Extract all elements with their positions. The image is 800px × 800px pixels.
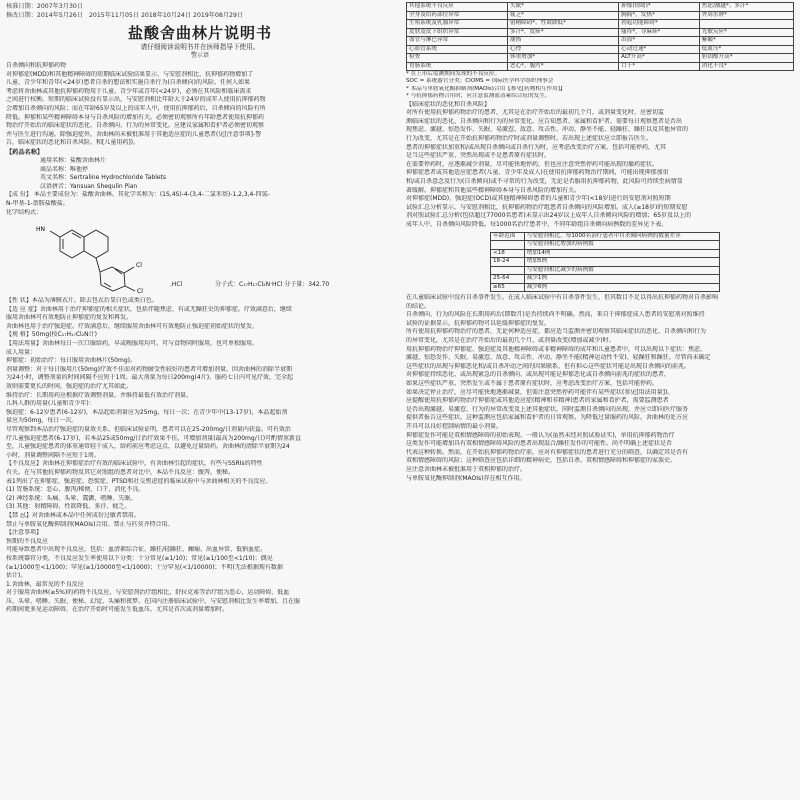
body-line: 如果这些症状严重、突然发生或不属于患者原有症状时，应考虑改变治疗方案，包括可能停药。 (406, 379, 659, 387)
hcl-label: .HCl (170, 281, 183, 289)
frequency-cell: 恶心*，腹泻* (507, 62, 618, 71)
chemical-structure-drawing (0, 217, 400, 297)
table-row (407, 20, 794, 29)
body-line: 应提醒使用抗抑郁药物治疗抑郁症或其他适应症(精神和非精神)患者的家属和看护者，需要监测患者 (406, 397, 669, 405)
soc-cell: 皮肤及皮下组织异常 (407, 28, 508, 37)
body-line: 【不良反应】舍曲林在抑郁症治疗有效的临床试验中，有舍曲林引起的症状，有些与SSRIs的特性 (6, 460, 263, 468)
body-line: 提供者报告这些症状。这种监测应包括家属和看护者的日常观察。为降低过量服药的风险，舍曲林的处方应 (406, 414, 689, 422)
frequency-cell: 心悸 (507, 45, 618, 54)
frequency-cell: 紫癜* (699, 37, 793, 46)
body-line: 的异常变化，尤其是在治疗开始后的最初几个月，或剂量改变(增加或减少)时。 (406, 337, 615, 344)
frequency-cell: 勃起功能障碍* (619, 20, 700, 29)
body-line: 量应为50mg，每日一次。 (6, 417, 78, 425)
body-line: 服用舍曲林可有效地防止抑郁症的复发和再发。 (6, 314, 133, 322)
subtitle: 请仔细阅读说明书并在医师指导下使用。 (140, 43, 260, 51)
age-cell: 增加14例 (524, 249, 719, 258)
table-row (407, 37, 794, 46)
frequency-cell: 胸痛*，发热* (619, 11, 700, 20)
table-row (407, 62, 794, 71)
body-line: 禁止与单胺氧化酶抑制剂(MAOIs)合用。禁止与匹莫齐特合用。 (6, 520, 174, 528)
body-line: 强迫症：6-12岁患者(6-12岁)，本品起始剂量应为25mg，每日一次；在青少年中(13-17岁)，本品起始剂 (6, 408, 288, 416)
frequency-cell: 疲乏* (507, 11, 618, 20)
body-line: 剂量调整：对于每日服用片(50mg)疗效不佳而对药物耐受性较好的患者可增加剂量，因舍曲林的消除半衰期 (6, 365, 292, 373)
body-line: 抑郁症：初始治疗：每日服用舍曲林片(50mg)。 (6, 357, 136, 365)
frequency-cell: 口干* (619, 62, 700, 71)
frequency-cell: 出血* (619, 37, 700, 46)
warning-para: 降低。抑郁和某些精神障碍本身与自杀风险的增加有关。必须密切观察所有年龄患者使用抗抑郁药 (6, 113, 265, 121)
body-line: 维持治疗：长期用药应根据疗效调整剂量，并维持最低有效治疗剂量。 (6, 391, 193, 399)
body-line: 对抑郁症(MDD)、强迫症(OCD)或其他精神障碍患者的儿童和青少年(<18岁)进行的安慰剂对照短期 (406, 195, 671, 203)
ingredients-line-2: N-甲基-1-萘胺盐酸盐。 (6, 199, 69, 207)
body-line: 对所有使用抗抑郁药物治疗的患者，尤其是在治疗开始后的最初几个月，或剂量变化时，应密切监 (406, 109, 665, 117)
body-line: 表1列出了在抑郁症、强迫症、恐慌症、PTSD和社交焦虑症的临床试验中与舍曲林相关的不良反应。 (6, 477, 272, 485)
body-line: 估计)。 (6, 572, 27, 580)
chemical-structure (0, 217, 400, 297)
body-line: 【用法用量】舍曲林每日一次口服给药，早或晚服用均可。可与食物同时服用，也可单独服用。 (6, 340, 259, 348)
left-body (0, 297, 400, 615)
age-subheader: 与安慰剂相比增加的病例数 (524, 241, 719, 250)
age-cell: 18-24 (491, 258, 525, 267)
body-line: 药期间更多见运动障碍，在治疗开始时可能发生低血压，尤其是首次或剂量增加时。 (6, 606, 229, 614)
drug-name-line: 通用名称：盐酸舍曲林片 (40, 156, 107, 164)
table-row (407, 11, 794, 20)
table-row (407, 54, 794, 63)
table-note: SOC = 系统器官分类；CIOMS = 国际医学科学组织理事会 (406, 78, 554, 85)
age-cell: 增加5例 (524, 258, 719, 267)
table-note: * 在上市后监测期间发现的不良反应。 (406, 71, 501, 77)
age-header-range: 年龄范围 (491, 232, 525, 241)
body-line: 测临床症状的恶化、自杀倾向和行为的异常变化。应告知患者、家属和看护者，需要每日观察患者是否出 (406, 117, 683, 125)
frequency-cell: 瘙痒*，荨麻疹* (619, 28, 700, 37)
warning-para: 并与医生进行沟通。除强迫症外，舍曲林尚未被批准用于其他适应症的儿童患者(见[注意事项]-警 (6, 130, 262, 138)
ingredients-line (0, 191, 400, 200)
body-line: 可能导致患者中出现不良反应，包括：血清素综合征、躁狂/轻躁狂、癫痫、出血异常、低钠血症。 (6, 546, 267, 554)
age-cell: 减少1例 (524, 275, 719, 284)
age-cell: 25-64 (491, 275, 525, 284)
frequency-cell: 潮热 (507, 37, 618, 46)
body-line: 与单胺氧化酶抑制剂(MAOIs)存在相互作用。 (406, 474, 526, 482)
body-line: 【适 应 症】舍曲林用于治疗抑郁症的相关症状，包括伴随焦虑、有或无躁狂史的抑郁症。疗效满意后，继续 (6, 305, 292, 313)
age-cell: 减少6例 (524, 283, 719, 292)
soc-cell: 检查 (407, 54, 508, 63)
ingredients-label: 【成 份】 (6, 191, 32, 199)
revision-date-line (6, 11, 394, 20)
frequency-cell: 外周水肿* (699, 11, 793, 20)
body-line: 的结论。 (406, 302, 431, 310)
warning-para: 儿童、青少年和青年(<24岁)患者自杀的想法和实施自杀行为(自杀倾向)的风险。任何人如果 (6, 79, 251, 87)
table-row (407, 3, 794, 12)
warning-para: 物治疗开始后的临床症状的恶化、自杀倾向、行为的异常变化。应建议家属和看护者必须密切观察 (6, 122, 265, 130)
right-body-2 (400, 294, 800, 483)
body-line: 有关。在与其他抗抑郁药物及其它对照组的患者对比中，本品不良反应：腹泻，便秘。 (6, 468, 235, 476)
body-line: 按系统器官分类，不良反应发生率使用以下分类：十分常见(≥1/10)；常见(≥1/100至<1/10)；偶见 (6, 554, 273, 562)
ingredients-text: 本品主要成份为：盐酸舍曲林。其化学名称为：(1S,4S)-4-(3,4-二氯苯基)-1,2,3,4-四氢- (33, 191, 270, 199)
table-note: * 与抗抑郁药物合用时，应注意监测血清素综合征的发生。 (406, 93, 551, 100)
table-row (407, 28, 794, 37)
body-line: 在儿童临床试验中没有自杀事件发生。在成人临床试验中有自杀事件发生，但其数目不足以得出抗抑郁药物对自杀影响 (406, 294, 719, 302)
body-line: 试验的证据显示，抗抑郁药物可以延缓抑郁症的复发。 (406, 319, 551, 327)
frequency-cell: 抑郁(情绪)* (619, 3, 700, 12)
warning-para: 考虑将舍曲林或其他抗抑郁药物用于儿童、青少年或青年(<24岁)，必须在其风险和临床需求 (6, 87, 252, 95)
body-line: 代表这种转换。然而，在开始抗抑郁药物治疗前，应对有抑郁症状的患者进行充分的筛查，以确定其是否有 (406, 448, 689, 456)
revision-dates-more: 2015年11月05日 2018年10月24日 2019年08月29日 (88, 12, 244, 19)
nh-label: HN (36, 226, 45, 234)
structure-label: 化学结构式： (6, 208, 43, 216)
body-line: 在需要停药时，应逐渐减少剂量，尽可能快地停药，但也应注意突然停药可能出现的撤药症状。 (406, 160, 659, 168)
cl-label: Cl (136, 262, 142, 270)
body-line: 【注意事项】 (6, 529, 43, 537)
body-line: 用抗抑郁药物治疗抑郁症、强迫症及其他精神障碍或非精神障碍的成年和儿童患者中，可以出现以下症状：焦虑、 (406, 345, 707, 353)
body-line: 是否出现激越、易激惹、行为的异常改变及上述其他症状，同时监测自杀倾向的出现，并应立即向医疗服务 (406, 405, 689, 413)
frequency-cell: 焦虑/激越*；多汗* (699, 3, 793, 12)
body-line: (3) 其他：射精障碍、性欲降低、多汗、疲乏。 (6, 503, 131, 511)
body-line: 试验汇总分析显示，与安慰剂相比，抗抑郁药物治疗组患者自杀倾向的风险增加。成人(≥18岁)的短期安慰 (406, 203, 688, 211)
body-line: (1) 胃肠系统：恶心、腹泻/稀便、口干、消化不良。 (6, 486, 145, 494)
warning-box (0, 62, 400, 148)
soc-cell: 胃肠系统 (407, 62, 508, 71)
warning-para: 之间进行权衡。短期的临床试验没有显示出，与安慰剂相比年龄大于24岁的成年人使用抗抑郁药物 (6, 96, 266, 104)
body-line: 对于服用舍曲林(≥5%)的药物不良反应，与安慰剂治疗组相比，舒拉克索等治疗组为恶心、运动障碍、低血 (6, 589, 290, 597)
drug-name-line: 商品名称：唯他停 (40, 165, 89, 173)
age-cell (491, 241, 525, 250)
table-row (407, 45, 794, 54)
body-line: 和/或自杀意念及行为(自杀倾向)或不寻常的行为改变，无论是否服用抗抑郁药物，此风险可持续至病情显 (406, 177, 683, 185)
body-line: 【规 格】50mg(按C₁₇H₁₇Cl₂N计) (6, 331, 97, 339)
body-line: 开具可以良好控制病情的最小剂量。 (406, 422, 503, 430)
soc-cell: 心血管系统 (407, 45, 508, 54)
body-line: 疗儿童强迫症患者(6-17岁)，若本品25或50mg/日治疗效果不佳，可增加剂量(最高为200mg/日)可酌情重新直 (6, 434, 302, 442)
body-line: 为24小时，调整剂量的时间间隔不应短于1周。最大剂量为每日200mg(4片)。服药七日内可见疗效，完全起 (6, 374, 294, 382)
drug-name-heading: 【药品名称】 (6, 148, 44, 156)
body-line: 【性 状】本品为薄膜衣片，除去包衣后显白色或类白色。 (6, 297, 158, 305)
age-header-desc: 与安慰剂相比，每1000名治疗患者中自杀倾向病例的数量差异 (524, 232, 719, 241)
body-line: 儿科人群的用量(儿童和青少年)： (6, 400, 95, 408)
body-line: 【禁 忌】对舍曲林或本品中任何成份过敏者禁用。 (6, 511, 140, 519)
body-line: 剂对照试验汇总分析(包括超过77000名患者)未显示出24岁以上成年人自杀倾向风险的增加；65岁及以上的 (406, 212, 692, 220)
body-line: (≥1/1000至<1/100)；罕见(≥1/10000至<1/1000)；十分罕见(<1/10000)；不明(无法根据现有数据 (6, 563, 283, 571)
table-note: * 本品与单胺氧化酶抑制剂(MAOIs)合用【参见[药物相互作用]】 (406, 85, 566, 92)
body-line: 预期的不良反应 (6, 537, 49, 545)
molecular-formula: 分子式：C₁₇H₁₇Cl₂N·HCl 分子量：342.70 (215, 281, 330, 289)
frequency-cell: 失眠* (507, 3, 618, 12)
age-cell (491, 266, 525, 275)
body-line: 行为改变，尤其是在开始抗抑郁药物治疗时或剂量调整时。若出现上述症状应立即报告医生。 (406, 135, 653, 142)
body-line: 抑郁症患者或其他适应症患者(儿童、青少年及成人)在使用抗抑郁药物治疗期间，可能出现抑郁加重 (406, 169, 669, 177)
adverse-reaction-table (406, 2, 794, 71)
warning-label: 警示语 (190, 52, 209, 59)
soc-cell: 生殖系统及乳腺异常 (407, 20, 508, 29)
age-cell: ≥65 (491, 283, 525, 292)
body-line: 1.舍曲林，最常见的不良反应 (6, 580, 84, 588)
body-line: 成人用量： (6, 348, 37, 356)
frequency-cell: 多汗*，皮疹* (507, 28, 618, 37)
body-line: 所有使用抗抑郁药物治疗的患者，无论何种适应症，都应适当监测并密切观察其临床症状的恶化、自杀倾向和行为 (406, 328, 707, 336)
frequency-cell: 心动过速* (619, 45, 700, 54)
body-line: 抑郁症发作可能是双相情感障碍的初始表现。一般认为(虽然未经对照试验证实)，单用抗抑郁药物治疗 (406, 431, 675, 439)
body-line: 尽管观察到本品治疗强迫症的量效关系，但临床试验证明，患者可以在25-200mg/日剂量内获益。可有效治 (6, 426, 291, 433)
body-line: 激越、惊恐发作、失眠、易激惹、敌意、攻击性、冲动、静坐不能(精神运动性不安)、轻躁狂和躁狂。尽管尚未确定 (406, 354, 711, 362)
frequency-cell: ALT升高* (619, 54, 700, 63)
soc-cell: 血管与淋巴异常 (407, 37, 508, 46)
page-title: 盐酸舍曲林片说明书 (127, 24, 272, 42)
frequency-cell: 体重增加* (507, 54, 618, 63)
frequency-cell: 低血压* (699, 45, 793, 54)
warning-para: 告，临床症状的恶化和自杀风险，和[儿童用药])。 (6, 139, 140, 147)
soc-cell: 全身及给药部位异常 (407, 11, 508, 20)
body-line: 压、头晕、嗜睡、失眠、便秘、幻觉、头痛和夜梦。在国内注册临床试验中，与安慰剂相比发生率增加，且在服 (6, 597, 301, 605)
right-body (400, 101, 800, 230)
age-risk-table (490, 232, 720, 293)
body-line: 小时，剂量调整间隔不应短于1周。 (6, 451, 100, 459)
approval-dates (0, 0, 400, 20)
drug-name-line: 汉语拼音：Yansuan Shequlin Pian (40, 182, 138, 190)
warning-para: 自杀倾向和抗抑郁药物 (6, 62, 67, 69)
body-line: 著缓解。抑郁症和其他某些精神障碍本身与自杀风险的增加有关。 (406, 186, 581, 194)
body-line: 至，儿童强迫症患者的体重通常轻于成人，给药前应考虑这点，以避免过量给药。舍曲林的清除半衰期为24 (6, 443, 290, 451)
frequency-cell: 胆固醇升高* (699, 54, 793, 63)
body-line: 自杀倾向、行为的风险在长期用药后(即数月)是否持续尚不明确。然而，来自于抑郁症成人患者的安慰剂对照维持 (406, 311, 705, 319)
age-cell: 与安慰剂相比减少的病例数 (524, 266, 719, 275)
right-column (400, 0, 800, 800)
warning-para: 会增加自杀倾向的风险；而在年龄65岁及以上的成年人中，使用抗抑郁药后，自杀倾向的风险有所 (6, 104, 266, 112)
approval-date-line: 核准日期：2007年3月30日 (6, 3, 84, 10)
body-line: 成年人中，自杀倾向风险降低。每1000名治疗患者中，不同年龄组自杀倾向病例数的差异见下表。 (406, 220, 668, 228)
frequency-cell (699, 20, 793, 29)
body-line: 双相情感障碍的风险；这种筛查应包括详细的精神病史，包括自杀、双相情感障碍和抑郁症的家族史。 (406, 457, 677, 465)
drug-name-line: 英文名称：Sertraline Hydrochloride Tablets (40, 174, 167, 182)
body-line: 应注意舍曲林未被批准用于双相抑郁的治疗。 (406, 465, 527, 473)
revision-date: 修改日期：2014年5月26日 (6, 12, 84, 19)
soc-cell: 其他系统不良反应 (407, 3, 508, 12)
body-line: 【临床症状的恶化和自杀风险】 (406, 100, 491, 108)
body-line: 舍曲林也用于治疗强迫症。疗效满意后，继续服用舍曲林可有效地防止强迫症初始症状的复发。 (6, 322, 259, 330)
warning-para: 对抑郁症(MDD)和其他精神障碍的短期临床试验结果显示，与安慰剂相比，抗抑郁药物增加了 (6, 70, 254, 78)
body-line: 是当这些症状严重、突然出现或不是患者原有症状时。 (406, 152, 551, 160)
frequency-cell: 消化不良* (699, 62, 793, 71)
body-line: 效则需要更长的时间，强迫症的治疗尤其如此。 (6, 383, 133, 391)
body-line: 对抑郁症持续恶化、或出现紧急的自杀倾向、或出现可能是抑郁恶化或自杀倾向前兆的症状的患者， (406, 371, 671, 379)
body-line: 这类发作可能增加具有双相情感障碍风险的患者出现混合/躁狂发作的可能性。尚不明确上述症状是否 (406, 440, 673, 448)
body-line: (2) 神经系统：头痛、头晕、震颤、嗜睡、失眠。 (6, 494, 137, 502)
frequency-cell: 射精障碍*，性欲降低* (507, 20, 618, 29)
body-line: 这些症状的出现与抑郁恶化和/或自杀冲动之间的因果联系，但有担心这些症状可能是出现自杀倾向的前兆。 (406, 362, 691, 370)
frequency-cell: 光敏反应* (699, 28, 793, 37)
body-line: 如果决定停止治疗，应尽可能快地逐渐减量，但需注意突然停药可能伴有某些症状(参见[用法用量])。 (406, 388, 674, 396)
cl-label: Cl (137, 288, 143, 296)
age-cell: <18 (491, 249, 525, 258)
body-line: 现焦虑、激越、惊恐发作、失眠、易激惹、敌意、攻击性、冲动、静坐不能、轻躁狂、躁狂以及其他异常的 (406, 126, 689, 134)
body-line: 患者的抑郁症状加重和/或出现自杀倾向或自杀行为时，应考虑改变治疗方案，包括可能停药，尤其 (406, 143, 667, 151)
